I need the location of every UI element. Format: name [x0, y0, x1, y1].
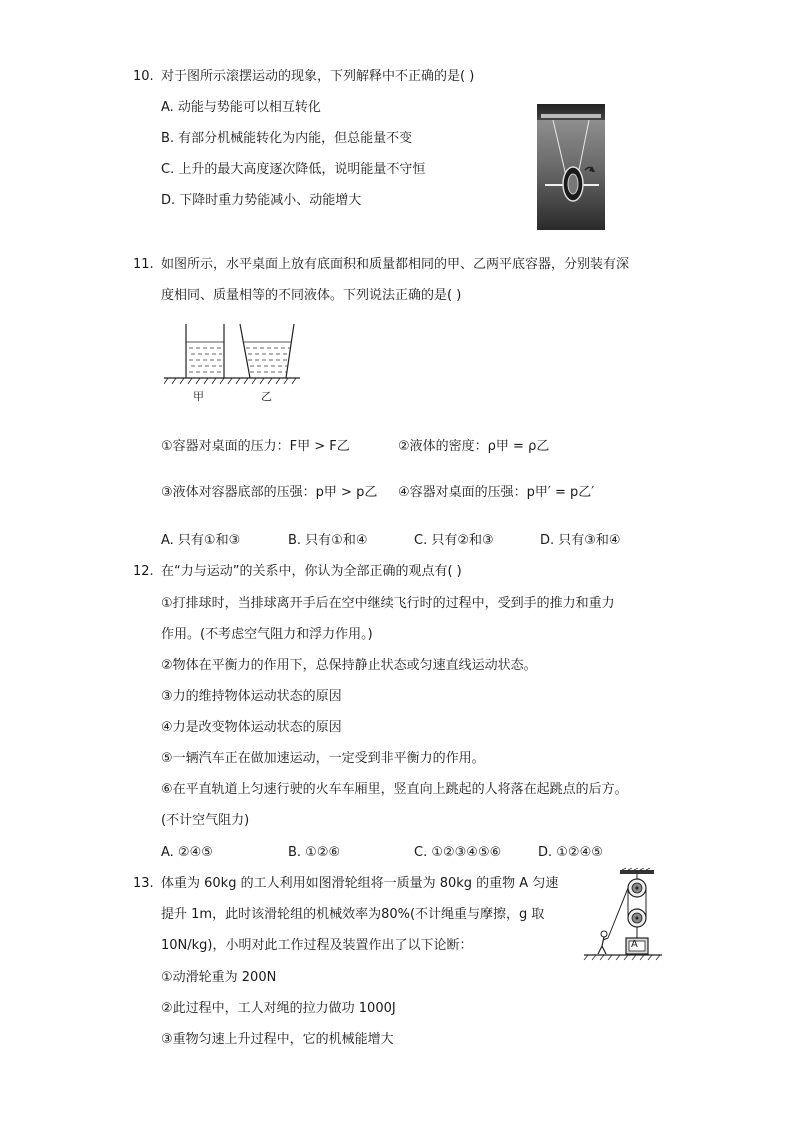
q11-option-b: B. 只有①和④: [288, 533, 368, 548]
q11-number: 11.: [133, 257, 154, 272]
q10-option-d: D. 下降时重力势能减小、动能增大: [161, 193, 362, 208]
q12-stem: 在“力与运动”的关系中，你认为全部正确的观点有( ): [161, 564, 462, 579]
q11-statement-2: ②液体的密度：ρ甲 = ρ乙: [398, 439, 550, 454]
q12-option-d: D. ①②④⑤: [538, 845, 603, 860]
pulley-figure: [582, 868, 664, 964]
q11-option-d: D. 只有③和④: [540, 533, 621, 548]
q10-stem: 对于图所示滚摆运动的现象，下列解释中不正确的是( ): [161, 69, 475, 84]
q12-line-3: ②物体在平衡力的作用下，总保持静止状态或匀速直线运动状态。: [161, 658, 537, 673]
q13-number: 13.: [133, 876, 154, 891]
q13-line-3: 10N/kg)，小明对此工作过程及装置作出了以下论断：: [161, 938, 473, 953]
q10-option-b: B. 有部分机械能转化为内能，但总能量不变: [161, 131, 413, 146]
maxwell-wheel-figure: [537, 104, 605, 230]
q13-statement-1: ①动滑轮重为 200N: [161, 970, 277, 985]
q12-line-6: ⑤一辆汽车正在做加速运动，一定受到非平衡力的作用。: [161, 751, 485, 766]
q11-statement-4: ④容器对桌面的压强：p甲′ = p乙′: [398, 485, 595, 500]
q11-statement-1: ①容器对桌面的压力：F甲 > F乙: [161, 439, 350, 454]
q13-line-1: 体重为 60kg 的工人利用如图滑轮组将一质量为 80kg 的重物 A 匀速: [161, 876, 559, 891]
q12-option-c: C. ①②③④⑤⑥: [414, 845, 502, 860]
q12-line-7: ⑥在平直轨道上匀速行驶的火车车厢里，竖直向上跳起的人将落在起跳点的后方。: [161, 782, 628, 797]
q10-number: 10.: [133, 69, 154, 84]
containers-figure: [164, 318, 304, 406]
q12-line-8: (不计空气阻力): [161, 813, 250, 828]
q11-option-c: C. 只有②和③: [414, 533, 494, 548]
q13-statement-3: ③重物匀速上升过程中，它的机械能增大: [161, 1032, 394, 1047]
q12-line-1: ①打排球时，当排球离开手后在空中继续飞行时的过程中，受到手的推力和重力: [161, 596, 615, 611]
q13-line-2: 提升 1m，此时该滑轮组的机械效率为80%(不计绳重与摩擦，g 取: [161, 907, 545, 922]
q11-option-a: A. 只有①和③: [161, 533, 241, 548]
label-jia: 甲: [193, 390, 204, 403]
q12-number: 12.: [133, 564, 154, 579]
q10-option-c: C. 上升的最大高度逐次降低，说明能量不守恒: [161, 162, 426, 177]
q13-statement-2: ②此过程中，工人对绳的拉力做功 1000J: [161, 1001, 396, 1016]
q11-stem-line2: 度相同、质量相等的不同液体。下列说法正确的是( ): [161, 288, 462, 303]
q11-statement-3: ③液体对容器底部的压强：p甲 > p乙: [161, 485, 378, 500]
q12-line-5: ④力是改变物体运动状态的原因: [161, 720, 342, 735]
q11-stem-line1: 如图所示，水平桌面上放有底面积和质量都相同的甲、乙两平底容器，分别装有深: [161, 257, 630, 272]
pulley-box-label: A: [631, 939, 638, 950]
q10-option-a: A. 动能与势能可以相互转化: [161, 100, 321, 115]
q12-option-b: B. ①②⑥: [288, 845, 341, 860]
q12-line-2: 作用。(不考虑空气阻力和浮力作用。): [161, 627, 373, 642]
label-yi: 乙: [261, 390, 272, 403]
q12-option-a: A. ②④⑤: [161, 845, 213, 860]
q12-line-4: ③力的维持物体运动状态的原因: [161, 689, 342, 704]
